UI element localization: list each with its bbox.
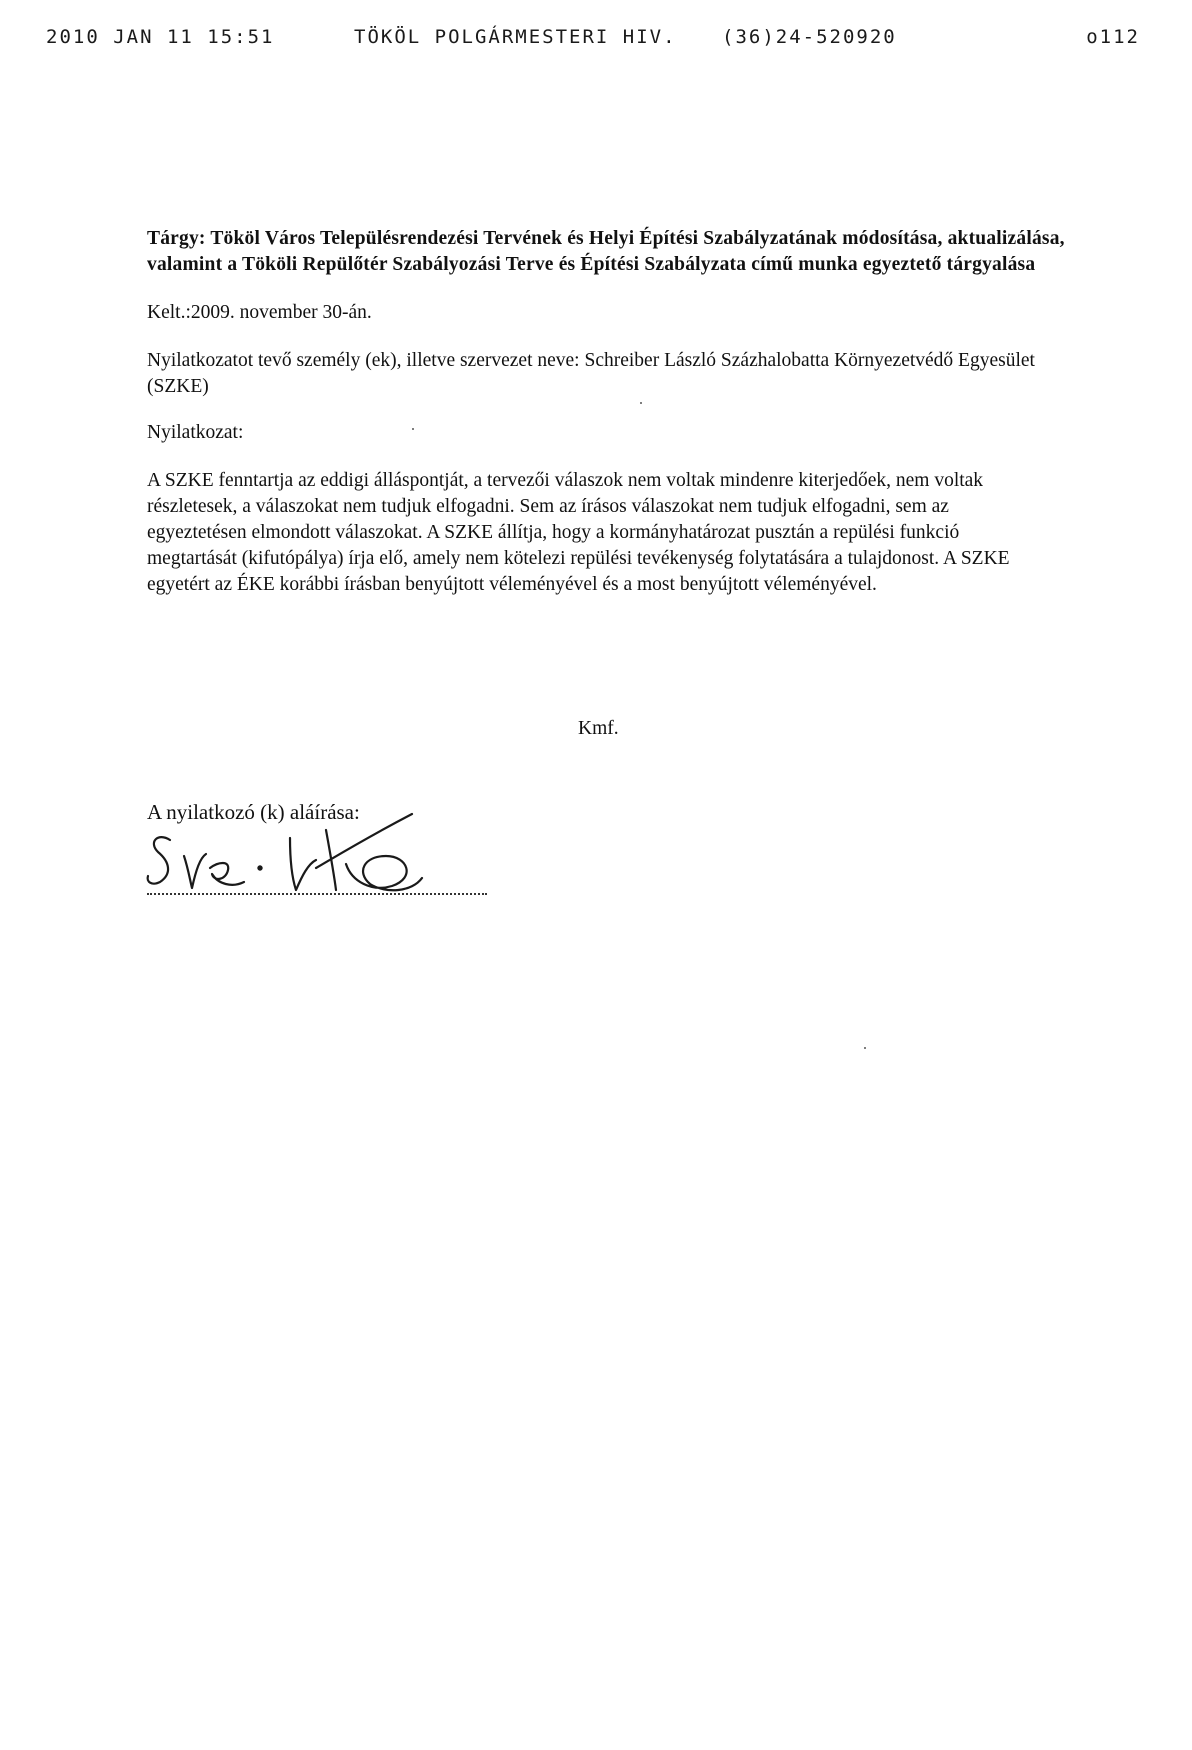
fax-phone: (36)24-520920	[722, 26, 897, 48]
fax-page-code: o112	[1086, 26, 1140, 48]
date-line: Kelt.:2009. november 30-án.	[147, 302, 372, 323]
scan-speck	[412, 428, 414, 430]
fax-header	[46, 26, 1140, 52]
document-body	[147, 226, 1067, 598]
signature-label: A nyilatkozó (k) aláírása:	[147, 800, 360, 824]
fax-datetime: 2010 JAN 11 15:51	[46, 26, 275, 48]
handwritten-signature	[140, 798, 480, 908]
kmf-label: Kmf.	[578, 718, 619, 739]
declaration-statement: A SZKE fenntartja az eddigi álláspontját, a tervezői válaszok nem voltak mindenre kiterjedőek, nem voltak részletesek, a válaszokat nem tudjuk elfogadni. Sem az írásos válaszokat nem tudjuk elfogadni, sem az egyeztetésen elmondott válaszokat. A SZKE állítja, hogy a kormányhatározat pusztán a repülési funkció megtartását (kifutópálya) írja elő, amely nem kötelezi repülési tevékenység folytatására a tulajdonost. A SZKE egyetért az ÉKE korábbi írásban benyújtott véleményével és a most benyújtott véleményével.	[147, 470, 1010, 595]
signature-line	[147, 893, 487, 895]
scan-speck	[640, 402, 642, 404]
subject-heading: Tárgy: Tököl Város Településrendezési Tervének és Helyi Építési Szabályzatának módosítása, aktualizálása, valamint a Tököli Repülőtér Szabályozási Terve és Építési Szabályzata című munka egyeztető tárgyalása	[147, 228, 1065, 275]
scan-speck	[864, 1047, 866, 1049]
declaration-label: Nyilatkozat:	[147, 422, 244, 443]
fax-sender: TÖKÖL POLGÁRMESTERI HIV.	[354, 26, 677, 48]
declarant-line: Nyilatkozatot tevő személy (ek), illetve szervezet neve: Schreiber László Százhalobatta Környezetvédő Egyesület (SZKE)	[147, 350, 1035, 397]
